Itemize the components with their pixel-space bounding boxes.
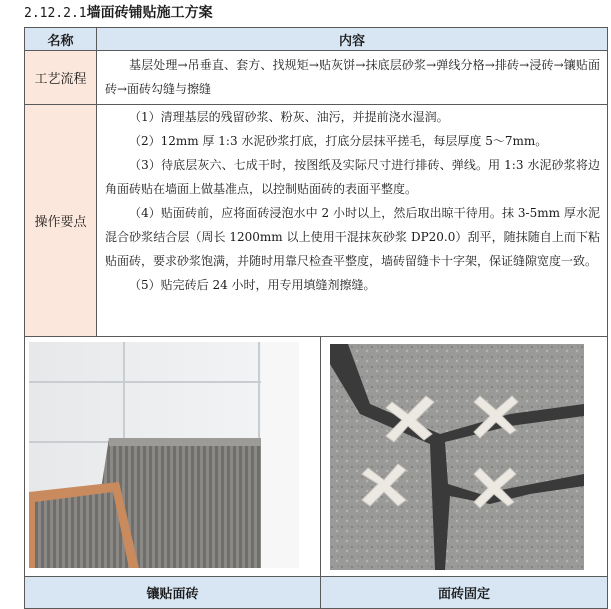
keypoint-paragraph-4: （4）贴面砖前，应将面砖浸泡水中 2 小时以上，然后取出晾干待用。抹 3-5mm 厚水泥混合砂浆结合层（周长 1200mm 以上使用干混抹灰砂浆 DP20.0）刮平，随抹随自上而下粘贴面砖，要求砂浆饱满，并随时用靠尺检查平整度，墙砖留缝卡十字架，保证缝隙宽度一致。 xyxy=(105,206,600,268)
caption-left-cell xyxy=(25,577,321,608)
process-content-cell xyxy=(97,51,607,105)
section-heading xyxy=(24,3,213,23)
section-number: 2.12.2.1 xyxy=(24,6,87,21)
keypoints-content-cell xyxy=(97,105,607,337)
keypoint-paragraph-3: （3）待底层灰六、七成干时，按图纸及实际尺寸进行排砖、弹线。用 1:3 水泥砂浆将边角面砖贴在墙面上做基准点，以控制贴面砖的表面平整度。 xyxy=(105,158,600,196)
keypoints-name-cell xyxy=(25,105,97,337)
process-name-cell xyxy=(25,51,97,105)
header-name-label: 名称 xyxy=(47,33,74,49)
process-name-label: 工艺流程 xyxy=(34,72,87,87)
construction-table xyxy=(24,27,608,609)
photo-left-cell xyxy=(25,337,321,577)
keypoint-paragraph-1: （1）清理基层的残留砂浆、粉灰、油污，并提前浇水湿润。 xyxy=(129,110,449,124)
tile-spacer-photo-icon xyxy=(330,344,584,570)
wall-tiling-photo-icon xyxy=(29,342,299,568)
section-title: 墙面砖铺贴施工方案 xyxy=(86,5,213,21)
header-name-cell xyxy=(25,28,97,51)
caption-right-cell xyxy=(321,577,607,608)
caption-left-label: 镶贴面砖 xyxy=(146,587,199,602)
process-paragraph: 基层处理→吊垂直、套方、找规矩→贴灰饼→抹底层砂浆→弹线分格→排砖→浸砖→镶贴面砖→面砖勾缝与擦缝 xyxy=(105,58,600,96)
header-content-cell xyxy=(97,28,607,51)
keypoint-paragraph-5: （5）贴完砖后 24 小时，用专用填缝剂擦缝。 xyxy=(129,278,376,292)
photo-right-cell xyxy=(321,337,607,577)
keypoints-name-label: 操作要点 xyxy=(34,215,87,230)
header-content-label: 内容 xyxy=(338,33,365,49)
caption-right-label: 面砖固定 xyxy=(437,587,490,602)
keypoint-paragraph-2: （2）12mm 厚 1:3 水泥砂浆打底，打底分层抹平搓毛，每层厚度 5～7mm。 xyxy=(129,134,548,148)
